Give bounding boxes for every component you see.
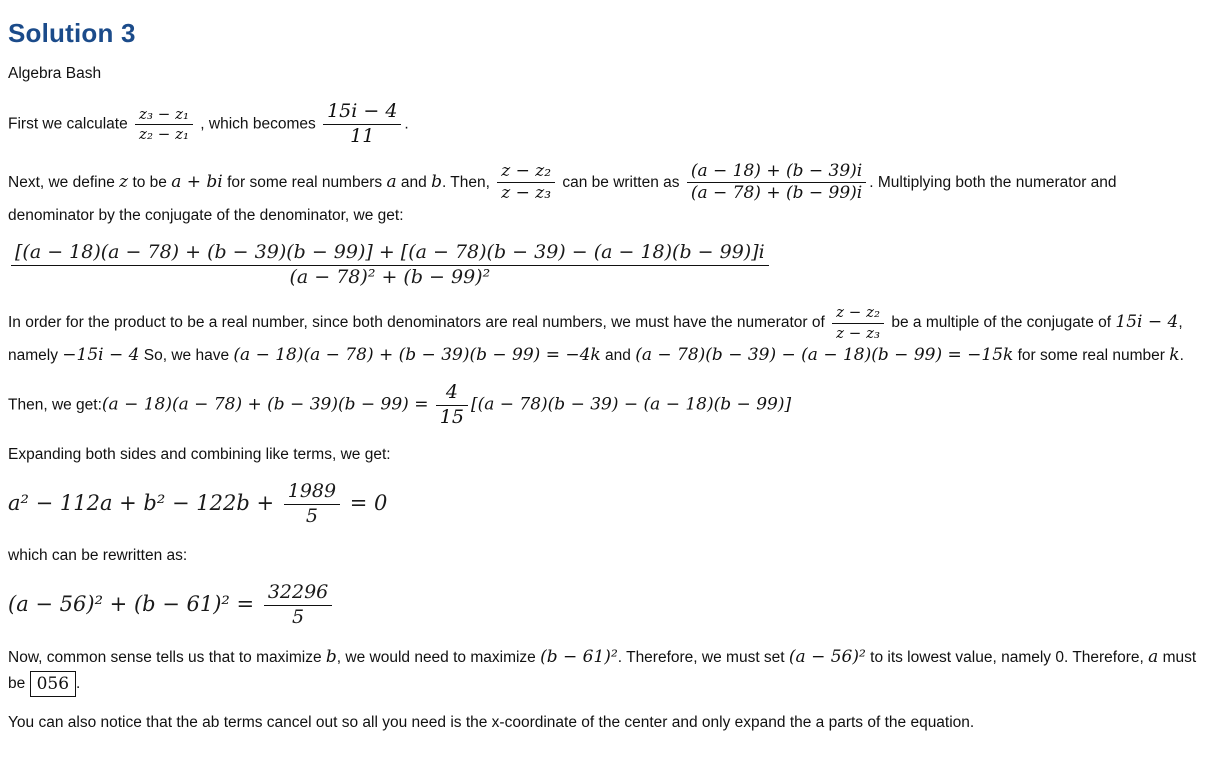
expression-15i-minus-4: 15i − 4	[1115, 312, 1179, 333]
symbol-b-2: b	[325, 647, 337, 668]
fraction-denominator: z₂ − z₁	[135, 124, 193, 143]
fraction-denominator: 15	[436, 405, 468, 429]
equation-rhs: [(a − 78)(b − 39) − (a − 18)(b − 99)]	[470, 394, 792, 415]
expression-a-minus-56-squared: (a − 56)²	[788, 647, 866, 668]
page-title: Solution 3	[8, 18, 136, 48]
p2-text-2: to be	[132, 173, 167, 191]
fraction-denominator: 11	[323, 124, 401, 148]
fraction-z3z1-over-z2z1	[135, 106, 193, 144]
paragraph-rewritten-as: which can be rewritten as:	[8, 546, 188, 564]
equation-circle-form	[8, 582, 1206, 629]
fraction-expanded-complex-quotient	[687, 162, 866, 204]
fraction-z-minus-z2-over-z-minus-z3-2	[832, 304, 884, 342]
fraction-numerator: z − z₂	[501, 160, 552, 181]
equation-lhs: (a − 18)(a − 78) + (b − 39)(b − 99) =	[101, 394, 429, 415]
p4-lead-text: Then, we get:	[8, 396, 102, 414]
paragraph-note: You can also notice that the ab terms cancel out so all you need is the x-coordinate of the center and only expand the a parts of the equation.	[8, 713, 975, 731]
p7-text-5: must be	[8, 649, 1197, 692]
fraction-denominator: (a − 78)² + (b − 99)²	[11, 265, 769, 289]
answer-box: 056	[30, 671, 76, 697]
symbol-a: a	[386, 171, 397, 192]
p2-text-7: . Multiplying both the numerator and denominator by the conjugate of the denominator, we get:	[8, 173, 1117, 224]
fraction-denominator: 5	[284, 504, 340, 528]
p7-text-2: , we would need to maximize	[336, 649, 536, 667]
eq1-lhs: a² − 112a + b² − 122b +	[8, 490, 275, 515]
fraction-numerator: z₃ − z₁	[139, 104, 189, 123]
equation-expanded-quadratic	[8, 481, 1206, 528]
p1-mid-text: , which becomes	[200, 115, 316, 133]
eq1-rhs: = 0	[349, 490, 388, 515]
p1-lead-text: First we calculate	[8, 115, 128, 133]
p7-text-1: Now, common sense tells us that to maximize	[8, 649, 322, 667]
p7-text-4: to its lowest value, namely 0. Therefore,	[870, 649, 1144, 667]
p7-text-3: . Therefore, we must set	[617, 649, 785, 667]
symbol-a-2: a	[1148, 647, 1159, 668]
p2-text-1: Next, we define	[8, 173, 115, 191]
equation-imaginary-part: (a − 78)(b − 39) − (a − 18)(b − 99) = −15k	[635, 344, 1014, 365]
fraction-numerator: (a − 18) + (b − 39)i	[690, 160, 863, 181]
p3-text-2: be a multiple of the conjugate of	[891, 314, 1112, 332]
paragraph-first-calculation	[8, 101, 1206, 148]
p3-text-3: , namely	[8, 314, 1183, 364]
paragraph-define-z	[8, 162, 1206, 228]
fraction-15i-minus-4-over-11	[323, 101, 401, 148]
paragraph-expanding: Expanding both sides and combining like terms, we get:	[8, 446, 391, 464]
p7-text-6: .	[76, 674, 81, 692]
p3-text-1: In order for the product to be a real number, since both denominators are real numbers, we must have the numerator of	[8, 314, 825, 332]
equation-real-part: (a − 18)(a − 78) + (b − 39)(b − 99) = −4k	[233, 344, 601, 365]
fraction-denominator: 5	[264, 605, 332, 629]
p3-text-7: .	[1179, 346, 1184, 364]
fraction-numerator: 32296	[267, 580, 329, 603]
p2-text-6: can be written as	[562, 173, 680, 191]
fraction-numerator: 1989	[287, 480, 337, 503]
p3-text-6: for some real number	[1017, 346, 1165, 364]
paragraph-then-we-get	[8, 382, 1206, 429]
fraction-denominator: z − z₃	[497, 182, 555, 204]
p2-text-3: for some real numbers	[227, 173, 383, 191]
paragraph-real-number-condition	[8, 304, 1206, 368]
fraction-conjugate-multiplied	[11, 242, 769, 289]
p1-end-text: .	[404, 115, 409, 133]
symbol-b: b	[431, 171, 442, 192]
p3-text-5: and	[605, 346, 631, 364]
symbol-z: z	[119, 171, 129, 192]
fraction-numerator: z − z₂	[836, 303, 881, 322]
fraction-numerator: 15i − 4	[327, 100, 398, 122]
fraction-denominator: (a − 78) + (b − 99)i	[687, 182, 866, 204]
expression-a-plus-bi: a + bi	[171, 171, 223, 192]
symbol-k: k	[1169, 344, 1180, 365]
eq2-lhs: (a − 56)² + (b − 61)² =	[8, 591, 255, 616]
expression-minus-15i-minus-4: −15i − 4	[62, 344, 140, 365]
solution-subtitle: Algebra Bash	[8, 65, 102, 82]
fraction-z-minus-z2-over-z-minus-z3	[497, 162, 555, 204]
fraction-4-over-15	[436, 382, 468, 429]
fraction-32296-over-5	[264, 582, 332, 629]
paragraph-conclusion	[8, 644, 1206, 696]
fraction-numerator: 4	[445, 381, 458, 404]
expression-b-minus-61-squared: (b − 61)²	[540, 647, 618, 668]
p2-text-4: and	[400, 173, 427, 191]
p3-text-4: So, we have	[143, 346, 230, 364]
fraction-numerator: [(a − 18)(a − 78) + (b − 39)(b − 99)] + [(a − 78)(b − 39) − (a − 18)(b − 99)]i	[15, 240, 765, 263]
p2-text-5: . Then,	[441, 173, 490, 191]
fraction-1989-over-5	[284, 481, 340, 528]
display-big-fraction	[8, 242, 1206, 289]
fraction-denominator: z − z₃	[832, 323, 884, 342]
